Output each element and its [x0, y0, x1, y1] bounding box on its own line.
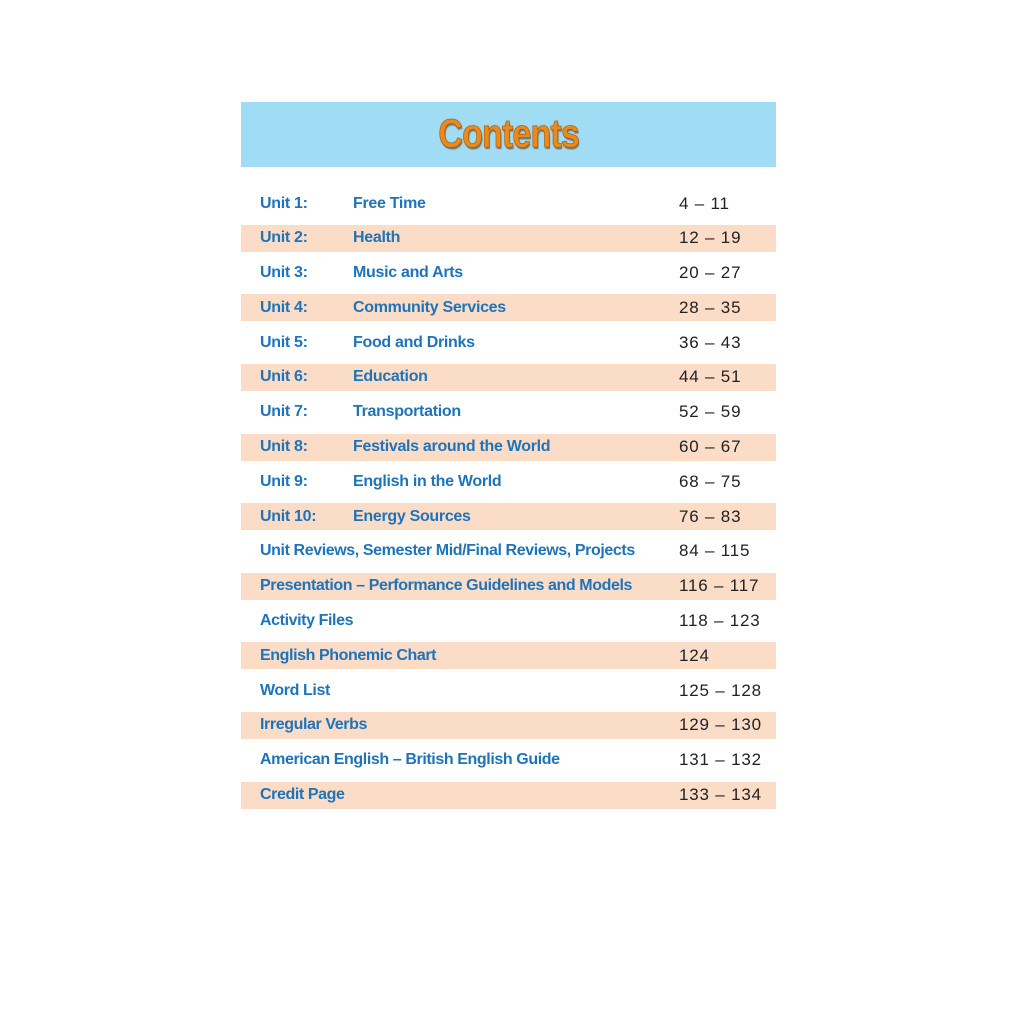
toc-row-activity-files[interactable]: [241, 608, 776, 635]
toc-row-unit-6[interactable]: [241, 364, 776, 391]
page-range: 68 – 75: [679, 471, 742, 491]
toc-row-presentation[interactable]: [241, 573, 776, 600]
contents-header: [241, 102, 776, 167]
unit-label: Unit 8:: [260, 438, 308, 456]
toc-row-phonemic-chart[interactable]: [241, 642, 776, 669]
toc-row-reviews[interactable]: [241, 538, 776, 565]
toc-row-credit-page[interactable]: [241, 782, 776, 809]
page-range: 60 – 67: [679, 437, 742, 457]
unit-label: Unit 9:: [260, 472, 308, 490]
toc-row-unit-2[interactable]: [241, 225, 776, 252]
section-title: Irregular Verbs: [260, 716, 367, 734]
page-range: 4 – 11: [679, 193, 730, 213]
unit-topic: Free Time: [353, 194, 426, 212]
page-range: 76 – 83: [679, 506, 742, 526]
section-title: Word List: [260, 681, 330, 699]
page-range: 131 – 132: [679, 750, 762, 770]
unit-label: Unit 4:: [260, 298, 308, 316]
toc-row-american-british-guide[interactable]: [241, 747, 776, 774]
page-range: 129 – 130: [679, 715, 762, 735]
unit-label: Unit 5:: [260, 333, 308, 351]
contents-page: [241, 102, 776, 816]
contents-list: [241, 190, 776, 809]
unit-topic: English in the World: [353, 472, 502, 490]
page-range: 52 – 59: [679, 402, 742, 422]
page-range: 36 – 43: [679, 332, 742, 352]
page-range: 84 – 115: [679, 541, 751, 561]
section-title: Credit Page: [260, 786, 345, 804]
section-title: Unit Reviews, Semester Mid/Final Reviews, Projects: [260, 542, 635, 560]
page-range: 12 – 19: [679, 228, 742, 248]
page-range: 28 – 35: [679, 297, 742, 317]
page-range: 124: [679, 645, 710, 665]
page-range: 20 – 27: [679, 263, 742, 283]
section-title: Presentation – Performance Guidelines and Models: [260, 577, 633, 595]
unit-label: Unit 2:: [260, 229, 308, 247]
unit-topic: Health: [353, 229, 401, 247]
unit-topic: Music and Arts: [353, 264, 463, 282]
page-range: 133 – 134: [679, 785, 762, 805]
unit-topic: Community Services: [353, 298, 506, 316]
toc-row-unit-9[interactable]: [241, 468, 776, 495]
toc-row-unit-7[interactable]: [241, 399, 776, 426]
unit-label: Unit 6:: [260, 368, 308, 386]
section-title: Activity Files: [260, 612, 354, 630]
unit-topic: Education: [353, 368, 428, 386]
toc-row-unit-3[interactable]: [241, 260, 776, 287]
toc-row-unit-10[interactable]: [241, 503, 776, 530]
toc-row-unit-5[interactable]: [241, 329, 776, 356]
unit-label: Unit 1:: [260, 194, 308, 212]
page-range: 44 – 51: [679, 367, 742, 387]
unit-topic: Food and Drinks: [353, 333, 475, 351]
toc-row-irregular-verbs[interactable]: [241, 712, 776, 739]
page-range: 118 – 123: [679, 611, 761, 631]
page-range: 125 – 128: [679, 680, 762, 700]
toc-row-unit-4[interactable]: [241, 294, 776, 321]
section-title: American English – British English Guide: [260, 751, 560, 769]
toc-row-word-list[interactable]: [241, 677, 776, 704]
page-title: Contents: [438, 112, 579, 156]
toc-row-unit-8[interactable]: [241, 434, 776, 461]
page-range: 116 – 117: [679, 576, 760, 596]
unit-label: Unit 3:: [260, 264, 308, 282]
unit-label: Unit 7:: [260, 403, 308, 421]
unit-label: Unit 10:: [260, 507, 317, 525]
unit-topic: Energy Sources: [353, 507, 471, 525]
section-title: English Phonemic Chart: [260, 646, 437, 664]
toc-row-unit-1[interactable]: [241, 190, 776, 217]
unit-topic: Transportation: [353, 403, 461, 421]
unit-topic: Festivals around the World: [353, 438, 551, 456]
